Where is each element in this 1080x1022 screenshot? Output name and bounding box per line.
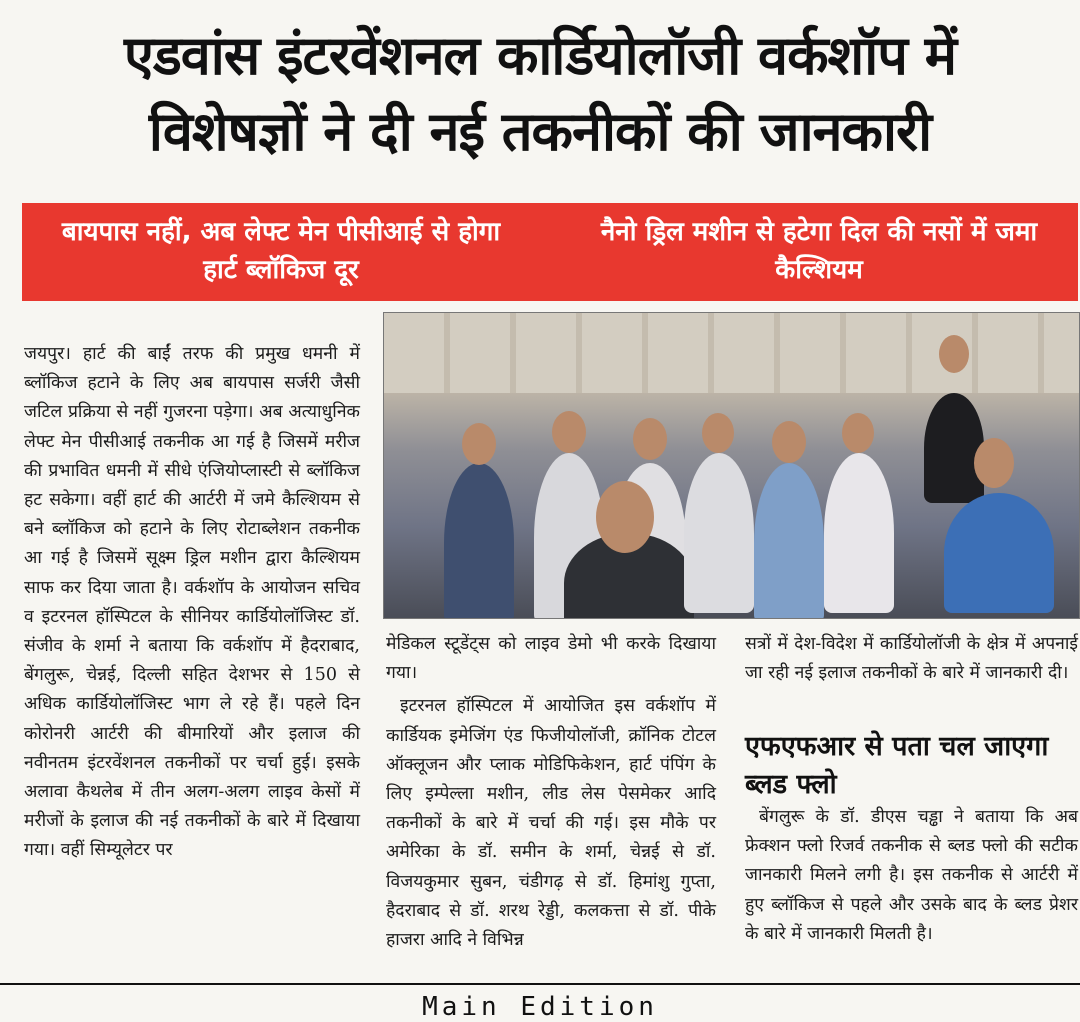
- headline-line-1: एडवांस इंटरवेंशनल कार्डियोलॉजी वर्कशॉप में: [123, 24, 957, 87]
- subhead-banner: [22, 203, 1078, 301]
- article-column-2: [386, 630, 716, 955]
- article-paragraph: सत्रों में देश-विदेश में कार्डियोलॉजी के क्षेत्र में अपनाई जा रही नई इलाज तकनीकों के बारे में जानकारी दी।: [745, 634, 1078, 684]
- section-heading: एफएफआर से पता चल जाएगा ब्लड फ्लो: [745, 731, 1049, 800]
- headline: [0, 18, 1080, 170]
- article-column-3: [745, 630, 1078, 688]
- article-paragraph: मेडिकल स्टूडेंट्स को लाइव डेमो भी करके दिखाया गया।: [386, 634, 716, 684]
- article-paragraph: इटरनल हॉस्पिटल में आयोजित इस वर्कशॉप में कार्डियक इमेजिंग एंड फिजीयोलॉजी, क्रॉनिक टोटल ऑक्लूजन और प्लाक मोडिफिकेशन, हार्ट पंपिंग के लिए इम्पेल्ला मशीन, लीड लेस पेसमेकर आदि तकनीकों के बारे में चर्चा की गई। इस मौके पर अमेरिका के डॉ. समीन के शर्मा, चेन्नई से डॉ. विजयकुमार सुबन, चंडीगढ़ से डॉ. हिमांशु गुप्ता, हैदराबाद से डॉ. शरथ रेड्डी, कलकत्ता से डॉ. पीके हाजरा आदि ने विभिन्न: [386, 696, 716, 951]
- subhead-left: बायपास नहीं, अब लेफ्ट मेन पीसीआई से होगा हार्ट ब्लॉकिज दूर: [61, 217, 501, 285]
- footer-divider: [0, 983, 1080, 985]
- photo-wall: [384, 313, 1079, 393]
- edition-label: Main Edition: [422, 992, 658, 1022]
- news-photo: [383, 312, 1080, 619]
- article-paragraph: जयपुर। हार्ट की बाईं तरफ की प्रमुख धमनी में ब्लॉकिज हटाने के लिए अब बायपास सर्जरी जैसी जटिल प्रक्रिया से नहीं गुजरना पड़ेगा। अब अत्याधुनिक लेफ्ट मेन पीसीआई तकनीक आ गई है जिसमें मरीज की प्रभावित धमनी में सीधे एंजियोप्लास्टी से ब्लॉकिज हट सकेगा। वहीं हार्ट की आर्टरी में जमे कैल्शियम से बने ब्लॉकिज को हटाने के लिए रोटाब्लेशन तकनीक आ गई है जिसमें सूक्ष्म ड्रिल मशीन द्वारा कैल्शियम साफ कर दिया जाता है। वर्कशॉप के आयोजन सचिव व इटरनल हॉस्पिटल के सीनियर कार्डियोलॉजिस्ट डॉ. संजीव के शर्मा ने बताया कि वर्कशॉप में हैदराबाद, बेंगलुरू, चेन्नई, दिल्ली सहित देशभर से 150 से अधिक कार्डियोलॉजिस्ट भाग ले रहे हैं। पहले दिन कोरोनरी आर्टरी की बीमारियों और इलाज की नवीनतम इंटरवेंशनल तकनीकों पर चर्चा हुई। इसके अलावा कैथलेब में तीन अलग-अलग लाइव केसों में मरीजों के इलाज की नई तकनीकों के बारे में दिखाया गया। वहीं सिम्यूलेटर पर: [24, 344, 360, 861]
- article-paragraph: बेंगलुरू के डॉ. डीएस चड्ढा ने बताया कि अब फ्रेक्शन फ्लो रिजर्व तकनीक से ब्लड फ्लो की सटीक जानकारी मिलने लगी है। इस तकनीक से आर्टरी में हुए ब्लॉकिज से पहले और उसके बाद के ब्लड प्रेशर के बारे में जानकारी मिलती है।: [745, 807, 1078, 944]
- subhead-right: नैनो ड्रिल मशीन से हटेगा दिल की नसों में जमा कैल्शियम: [600, 217, 1038, 285]
- headline-line-2: विशेषज्ञों ने दी नई तकनीकों की जानकारी: [148, 100, 932, 163]
- article-column-1: [24, 340, 360, 866]
- article-column-3-continued: [745, 803, 1078, 949]
